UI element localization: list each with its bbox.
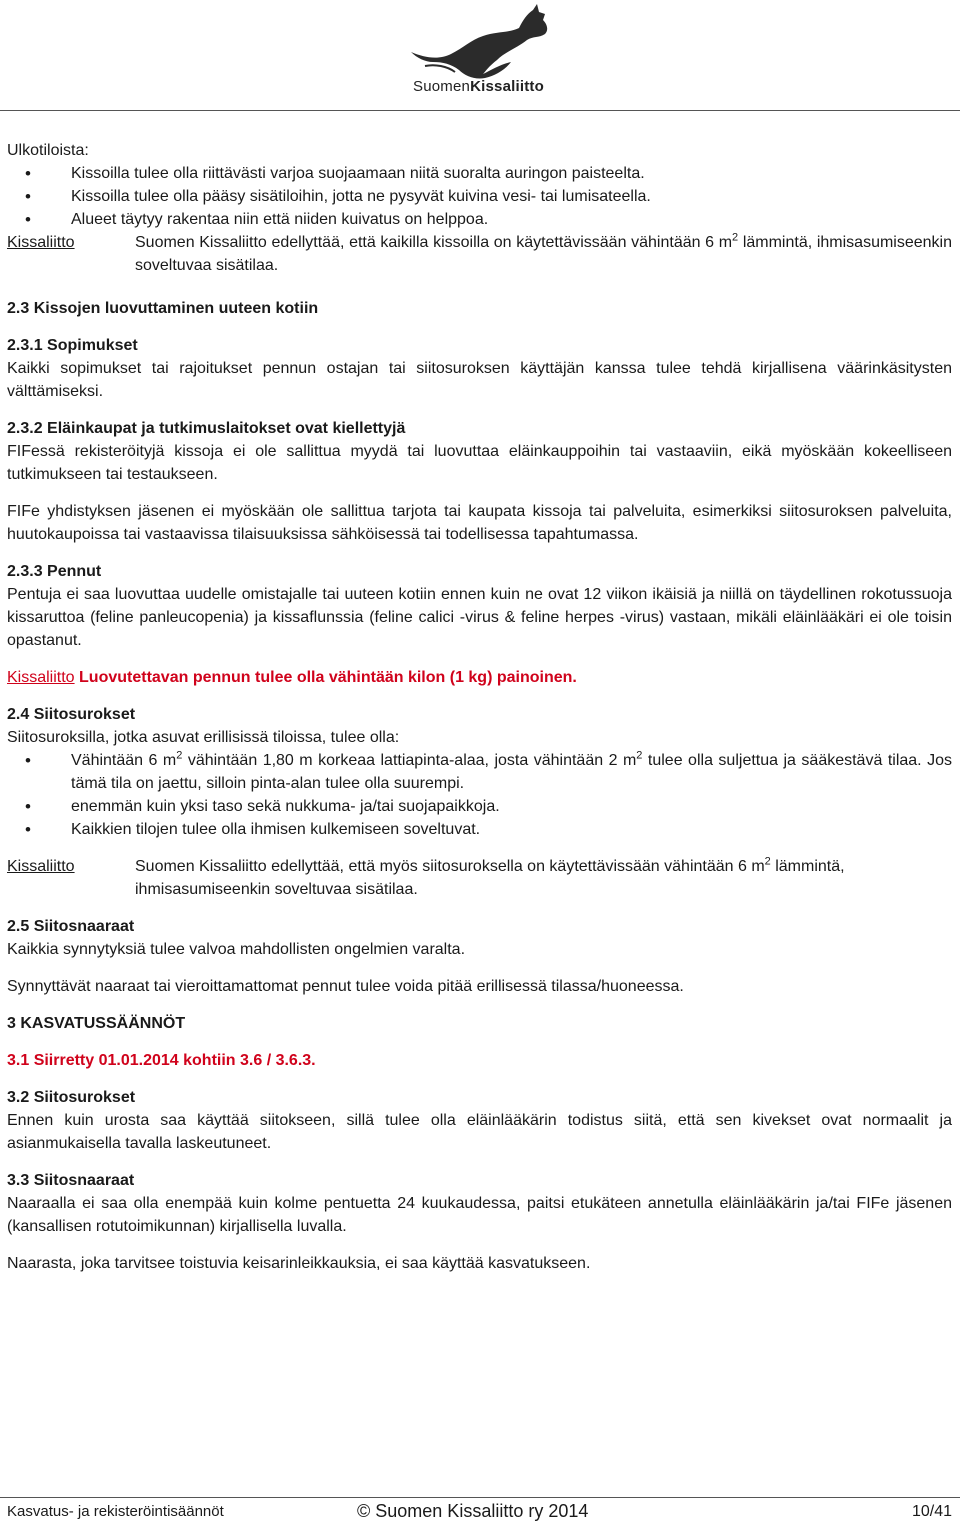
- note-text: Suomen Kissaliitto edellyttää, että kaikilla kissoilla on käytettävissään vähintään 6 $m^2$ lämmintä, ihmisasumiseenkin soveltuvaa sisätilaa.: [135, 231, 952, 274]
- subsection-heading: 2.3.2 Eläinkaupat ja tutkimuslaitokset ovat kiellettyjä: [7, 420, 406, 437]
- paragraph: Pentuja ei saa luovuttaa uudelle omistajalle tai uuteen kotiin ennen kuin ne ovat 12 viikon ikäisiä ja niillä on täydellinen rokotussuoja kissaruttoa (feline panleucopenia) ja kissaflunssia (feline calici -virus & feline herpes -virus) vastaan, mikäli eläinlääkäri ei ole toisin opastanut.: [7, 586, 952, 649]
- document-body: [7, 139, 952, 1275]
- kissaliitto-note: [7, 231, 952, 277]
- paragraph: Kaikkia synnytyksiä tulee valvoa mahdollisten ongelmien varalta.: [7, 941, 466, 958]
- list-item: • Kaikkien tilojen tulee olla ihmisen kulkemiseen soveltuvat.: [7, 818, 952, 841]
- outdoor-title: Ulkotiloista:: [7, 142, 89, 159]
- list-item: • Alueet täytyy rakentaa niin että niiden kuivatus on helppoa.: [7, 208, 952, 231]
- red-note: Kissaliitto Luovutettavan pennun tulee olla vähintään kilon (1 kg) painoinen.: [7, 669, 577, 686]
- paragraph: Kaikki sopimukset tai rajoitukset pennun ostajan tai siitosuroksen käyttäjän kanssa tulee tehdä kirjallisena väärinkäsitysten välttämiseksi.: [7, 360, 952, 400]
- subsection-heading: 2.3.3 Pennut: [7, 563, 102, 580]
- list-item: • Kissoilla tulee olla pääsy sisätiloihin, jotta ne pysyvät kuivina vesi- tai lumisateella.: [7, 185, 952, 208]
- paragraph: Naarasta, joka tarvitsee toistuvia keisarinleikkauksia, ei saa käyttää kasvatukseen.: [7, 1255, 591, 1272]
- note-label: Kissaliitto: [7, 858, 75, 875]
- kissaliitto-note: [7, 855, 952, 901]
- section-heading: 2.4 Siitosurokset: [7, 706, 136, 723]
- footer-copyright: © Suomen Kissaliitto ry 2014: [357, 1501, 589, 1521]
- note-label: Kissaliitto: [7, 234, 75, 251]
- footer-page-number: 10/41: [911, 1503, 952, 1520]
- paragraph: Naaraalla ei saa olla enempää kuin kolme pentuetta 24 kuukaudessa, paitsi etukäteen annetulla eläinlääkärin ja/tai FIFe jäsenen (kansallisen rotutoimikunnan) kirjallisella luvalla.: [7, 1195, 952, 1235]
- page-header: [0, 0, 960, 112]
- paragraph: FIFe yhdistyksen jäsenen ei myöskään ole sallittua tarjota tai kaupata kissoja tai palveluita, esimerkiksi siitosuroksen palveluita, huutokaupoissa tai vastaavissa tilaisuuksissa sähköisessä tai todellisessa tapahtumassa.: [7, 503, 952, 543]
- list-item: • Kissoilla tulee olla riittävästi varjoa suojaamaan niitä suoralta auringon paisteelta.: [7, 162, 952, 185]
- note-text: Suomen Kissaliitto edellyttää, että myös siitosuroksella on käytettävissään vähintään 6 $m^2$ lämmintä, ihmisasumiseenkin soveltuvaa sisätilaa.: [135, 855, 845, 898]
- section-heading: 3.3 Siitosnaaraat: [7, 1172, 135, 1189]
- paragraph: Siitosuroksilla, jotka asuvat erillisissä tiloissa, tulee olla:: [7, 729, 400, 746]
- section-heading: 2.3 Kissojen luovuttaminen uuteen kotiin: [7, 300, 319, 317]
- stud-list: [7, 749, 952, 841]
- list-item: • Vähintään 6 $m^2$ vähintään 1,80 m korkeaa lattiapinta-alaa, josta vähintään 2 $m^2$ tulee olla suljettua ja sääkestävä tilaa. Jos tämä tila on jaettu, silloin pinta-alan tulee olla suurempi.: [7, 749, 952, 795]
- footer-doc-title: Kasvatus- ja rekisteröintisäännöt: [7, 1503, 224, 1520]
- paragraph: FIFessä rekisteröityjä kissoja ei ole sallittua myydä tai luovuttaa eläinkauppoihin tai vastaaviin, eikä myöskään kokeelliseen tutkimukseen tai testaukseen.: [7, 443, 952, 483]
- section-heading: 3.1 Siirretty 01.01.2014 kohtiin 3.6 / 3.6.3.: [7, 1052, 316, 1069]
- outdoor-list: [7, 162, 952, 231]
- paragraph: Synnyttävät naaraat tai vieroittamattomat pennut tulee voida pitää erillisessä tilassa/huoneessa.: [7, 978, 684, 995]
- list-item: • enemmän kuin yksi taso sekä nukkuma- ja/tai suojapaikkoja.: [7, 795, 952, 818]
- footer-divider: [0, 1497, 960, 1498]
- paragraph: Ennen kuin urosta saa käyttää siitokseen, sillä tulee olla eläinlääkärin todistus siitä, että sen kivekset ovat normaalit ja asianmukaisella tavalla laskeutuneet.: [7, 1112, 952, 1152]
- chapter-heading: 3 KASVATUSSÄÄNNÖT: [7, 1015, 186, 1032]
- section-heading: 2.5 Siitosnaaraat: [7, 918, 135, 935]
- subsection-heading: 2.3.1 Sopimukset: [7, 337, 138, 354]
- logo-wordmark: SuomenKissaliitto: [413, 78, 544, 95]
- header-divider: [0, 110, 960, 111]
- section-heading: 3.2 Siitosurokset: [7, 1089, 136, 1106]
